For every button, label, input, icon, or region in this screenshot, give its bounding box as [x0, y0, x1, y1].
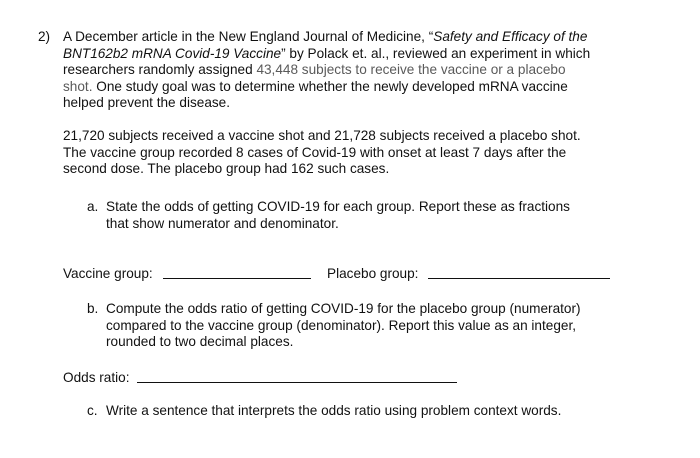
part-a-line-1: State the odds of getting COVID-19 for each group. Report these as fractions	[106, 199, 570, 214]
details-line-3: second dose. The placebo group had 162 such cases.	[63, 161, 390, 176]
intro-line-4	[63, 79, 568, 96]
intro-line-2	[63, 46, 590, 63]
part-b-line-3: rounded to two decimal places.	[106, 334, 294, 349]
intro-text: One study goal was to determine whether the newly developed mRNA vaccine	[92, 78, 568, 94]
odds-ratio-row	[63, 370, 130, 387]
intro-text: researchers randomly assigned	[63, 62, 257, 77]
vaccine-group-label: Vaccine group:	[63, 266, 153, 281]
intro-text: A December article in the New England Journal of Medicine, “	[63, 29, 434, 44]
vaccine-group-answer-blank[interactable]	[163, 266, 311, 279]
placebo-group-answer-blank[interactable]	[428, 266, 610, 279]
part-c-line-1: Write a sentence that interprets the odds ratio using problem context words.	[106, 403, 562, 418]
part-c-marker: c.	[87, 403, 98, 418]
intro-highlight: shot.	[63, 78, 93, 94]
intro-highlight: 43,448 subjects to receive the vaccine or a placebo	[256, 62, 566, 77]
vaccine-group-row	[63, 266, 153, 283]
article-title: Safety and Efficacy of the	[433, 29, 588, 44]
details-line-1: 21,720 subjects received a vaccine shot and 21,728 subjects received a placebo shot.	[63, 128, 581, 143]
intro-line-3	[63, 62, 566, 79]
intro-text: ” by Polack et. al., reviewed an experiment in which	[281, 45, 591, 61]
part-b-line-2: compared to the vaccine group (denominator). Report this value as an integer,	[106, 317, 577, 333]
part-a-line-2: that show numerator and denominator.	[106, 215, 339, 231]
intro-line-5: helped prevent the disease.	[63, 95, 231, 110]
placebo-group-label: Placebo group:	[327, 266, 419, 281]
part-b-line-1: Compute the odds ratio of getting COVID-19 for the placebo group (numerator)	[106, 301, 581, 316]
odds-ratio-answer-blank[interactable]	[137, 370, 457, 383]
odds-ratio-label: Odds ratio:	[63, 370, 130, 385]
article-title-cont: BNT162b2 mRNA Covid-19 Vaccine	[63, 45, 282, 61]
placebo-group-row	[327, 266, 418, 283]
part-b-marker: b.	[87, 301, 99, 316]
details-line-2: The vaccine group recorded 8 cases of Covid-19 with onset at least 7 days after the	[63, 144, 567, 160]
part-a-marker: a.	[87, 199, 99, 214]
intro-line-1	[63, 29, 587, 46]
question-number: 2)	[38, 29, 51, 44]
